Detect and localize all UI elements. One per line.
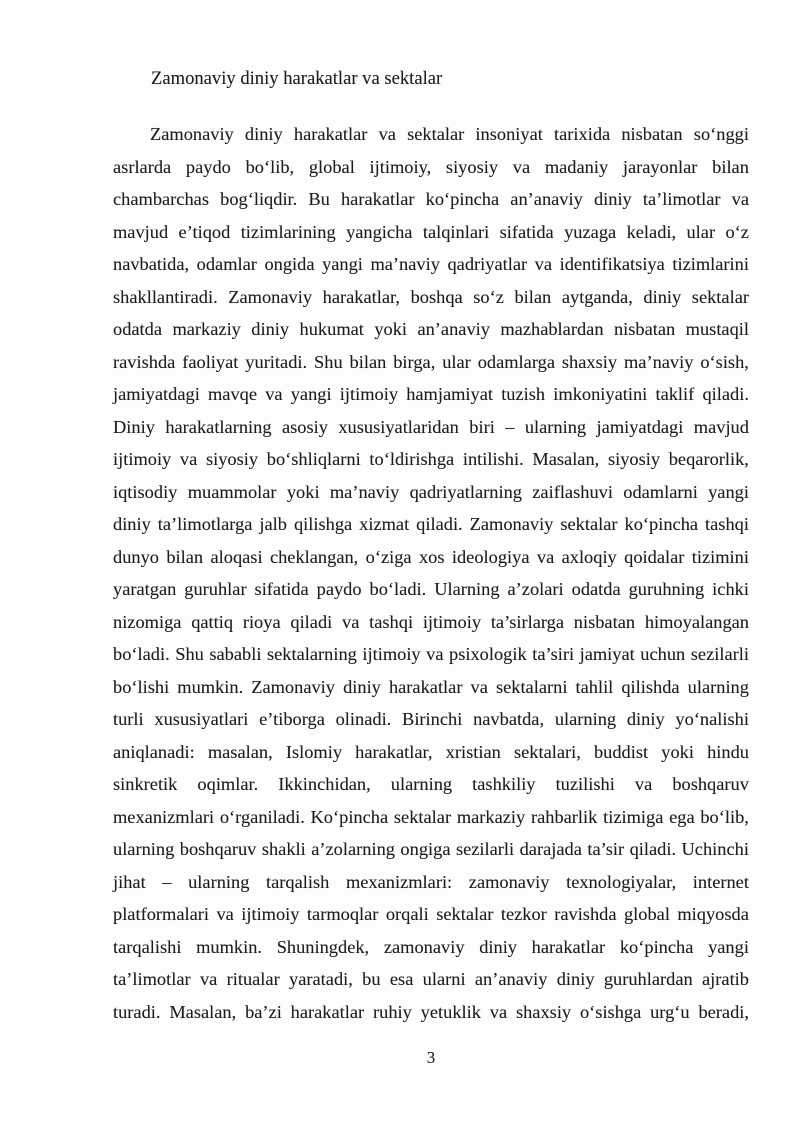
text-line: Zamonaviy diniy harakatlar va sektalar insoniyat tarixida nisbatan so‘nggi — [150, 124, 749, 144]
text-line: nizomiga qattiq rioya qiladi va tashqi ijtimoiy ta’sirlarga nisbatan himoyalangan — [113, 611, 749, 632]
text-line: odatda markaziy diniy hukumat yoki an’anaviy mazhablardan nisbatan mustaqil — [113, 319, 749, 339]
text-line: mexanizmlari o‘rganiladi. Ko‘pincha sektalar markaziy rahbarlik tizimiga ega bo‘lib, — [113, 806, 749, 827]
text-line: sinkretik oqimlar. Ikkinchidan, ularning tashkiliy tuzilishi va boshqaruv — [113, 774, 749, 794]
text-line: ravishda faoliyat yuritadi. Shu bilan birga, ular odamlarga shaxsiy ma’naviy o‘sish, — [113, 351, 749, 372]
text-line: tarqalishi mumkin. Shuningdek, zamonaviy diniy harakatlar ko‘pincha yangi — [113, 936, 749, 957]
text-line: yaratgan guruhlar sifatida paydo bo‘ladi. Ularning a’zolari odatda guruhning ichki — [113, 579, 749, 599]
text-line: chambarchas bog‘liqdir. Bu harakatlar ko‘pincha an’anaviy diniy ta’limotlar va — [113, 189, 749, 209]
text-line: shakllantiradi. Zamonaviy harakatlar, boshqa so‘z bilan aytganda, diniy sektalar — [113, 286, 749, 307]
text-line: platformalari va ijtimoiy tarmoqlar orqali sektalar tezkor ravishda global miqyosda — [113, 904, 749, 924]
text-line: ijtimoiy va siyosiy bo‘shliqlarni to‘ldirishga intilishi. Masalan, siyosiy beqarorlik, — [113, 449, 749, 469]
text-line: diniy ta’limotlarga jalb qilishga xizmat qiladi. Zamonaviy sektalar ko‘pincha tashqi — [113, 514, 749, 534]
text-line: bo‘ladi. Shu sababli sektalarning ijtimoiy va psixologik ta’siri jamiyat uchun sezilarli — [113, 644, 749, 664]
text-line: aniqlanadi: masalan, Islomiy harakatlar, xristian sektalari, buddist yoki hindu — [113, 741, 749, 762]
text-line: turli xususiyatlari e’tiborga olinadi. Birinchi navbatda, ularning diniy yo‘nalishi — [113, 709, 749, 729]
text-line: ularning boshqaruv shakli a’zolarning ongiga sezilarli darajada ta’sir qiladi. Uchinchi — [113, 839, 749, 859]
text-line: dunyo bilan aloqasi cheklangan, o‘ziga xos ideologiya va axloqiy qoidalar tizimini — [113, 546, 749, 567]
text-line: turadi. Masalan, ba’zi harakatlar ruhiy yetuklik va shaxsiy o‘sishga urg‘u beradi, — [113, 1001, 749, 1022]
text-line: asrlarda paydo bo‘lib, global ijtimoiy, siyosiy va madaniy jarayonlar bilan — [113, 156, 749, 177]
text-line: ta’limotlar va ritualar yaratadi, bu esa ularni an’anaviy diniy guruhlardan ajratib — [113, 969, 749, 989]
text-line: jamiyatdagi mavqe va yangi ijtimoiy hamjamiyat tuzish imkoniyatini taklif qiladi. — [113, 384, 749, 404]
text-line: bo‘lishi mumkin. Zamonaviy diniy harakatlar va sektalarni tahlil qilishda ularning — [113, 676, 749, 697]
text-line: iqtisodiy muammolar yoki ma’naviy qadriyatlarning zaiflashuvi odamlarni yangi — [113, 481, 749, 502]
text-line: Diniy harakatlarning asosiy xususiyatlaridan biri – ularning jamiyatdagi mavjud — [113, 416, 749, 437]
document-body — [113, 124, 749, 1034]
text-line: mavjud e’tiqod tizimlarining yangicha talqinlari sifatida yuzaga keladi, ular o‘z — [113, 221, 749, 242]
text-line: jihat – ularning tarqalish mexanizmlari: zamonaviy texnologiyalar, internet — [113, 871, 749, 892]
page-number: 3 — [426, 1048, 436, 1067]
document-heading: Zamonaviy diniy harakatlar va sektalar — [151, 68, 443, 89]
text-line: navbatida, odamlar ongida yangi ma’naviy qadriyatlar va identifikatsiya tizimlarini — [113, 254, 749, 274]
